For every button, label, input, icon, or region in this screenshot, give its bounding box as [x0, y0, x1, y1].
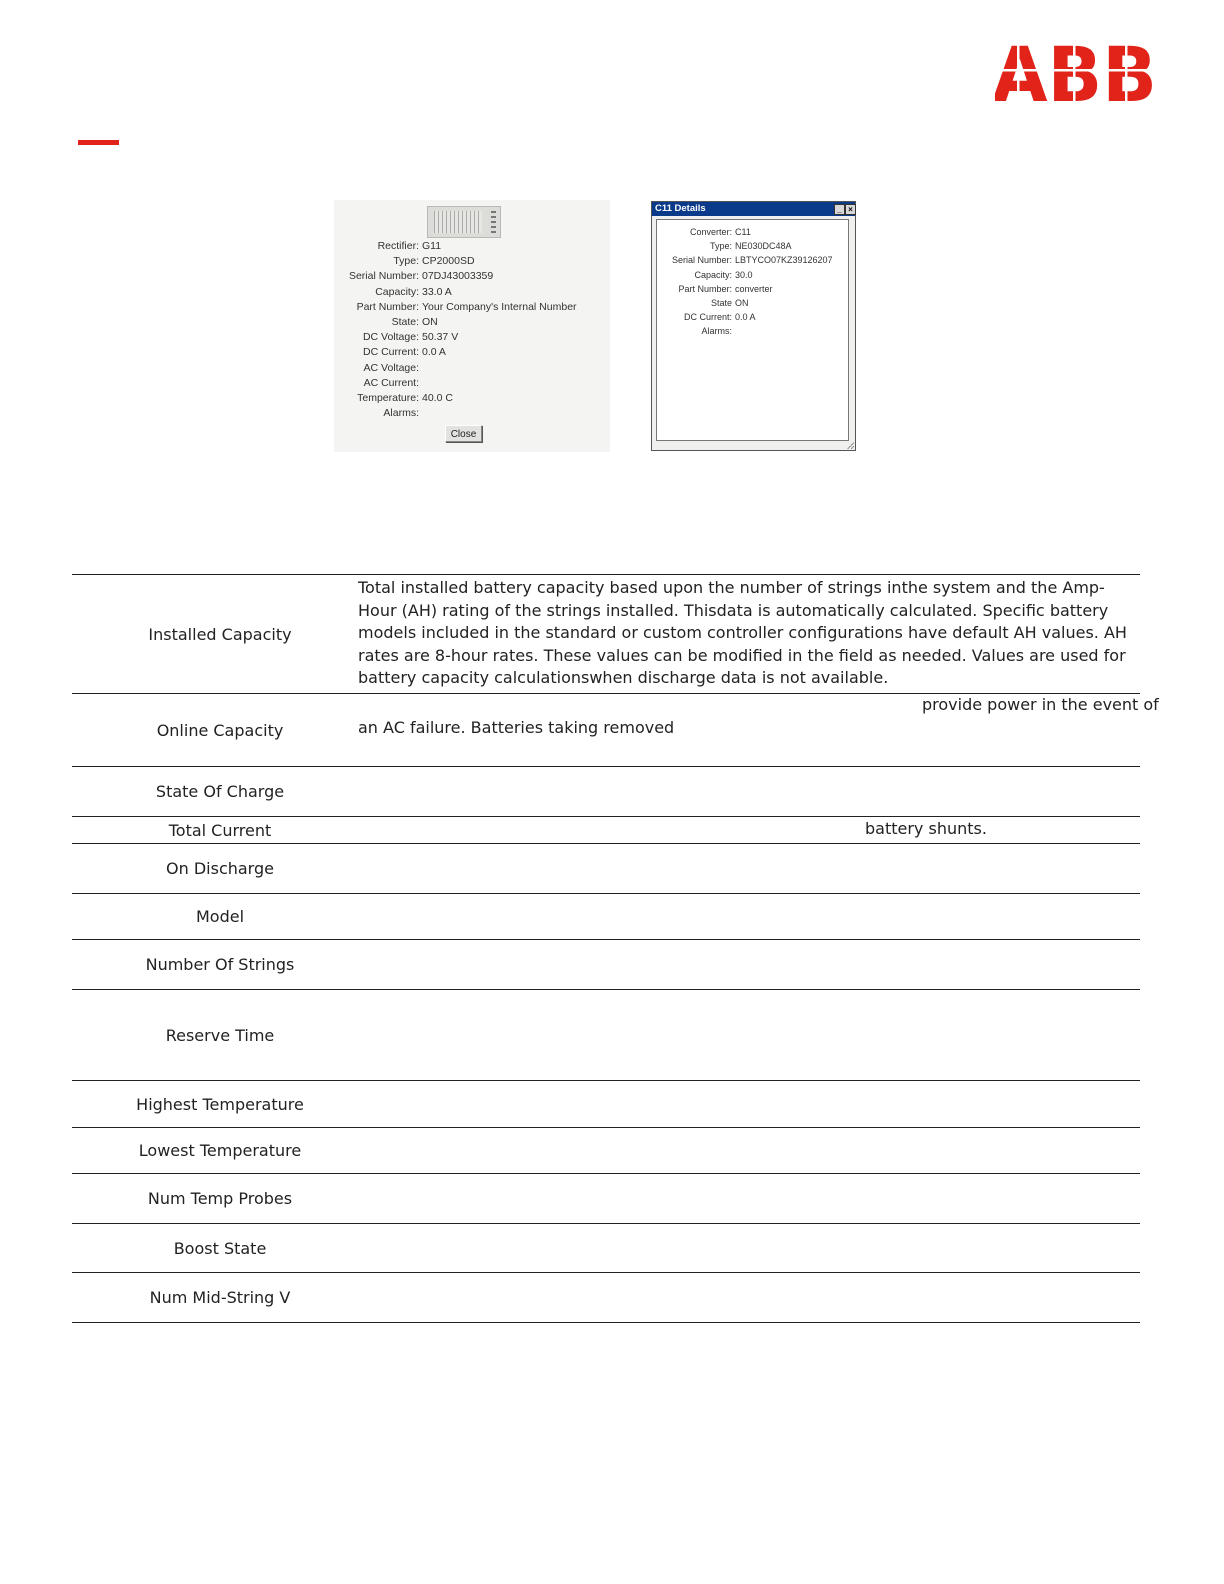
converter-row: Part Number: converter	[678, 283, 773, 294]
table-row	[72, 767, 1140, 817]
rectifier-details-list	[334, 239, 610, 421]
table-row	[72, 694, 1159, 767]
rectifier-row: DC Voltage: 50.37 V	[362, 331, 459, 344]
row-description	[358, 575, 1140, 693]
row-label: On Discharge	[166, 859, 274, 878]
converter-details-list	[657, 225, 847, 339]
row-description	[358, 817, 1140, 843]
rectifier-row: Capacity: 33.0 A	[375, 285, 452, 298]
converter-row: State ON	[710, 297, 749, 308]
close-icon[interactable]: ×	[845, 204, 856, 215]
converter-row: Serial Number: LBTYCO07KZ39126207	[671, 255, 833, 266]
row-label: Highest Temperature	[136, 1094, 304, 1114]
rectifier-row: DC Current: 0.0 A	[362, 346, 446, 359]
installed-capacity-description: Total installed battery capacity based upon the number of strings inthe system and the Amp-Hour (AH) rating of the strings installed. Thisdata is automatically calculated. Specific battery models included in the standard or custom controller configurations have default AH values. AH rates are 8-hour rates. These values can be modified in the field as needed. Values are used for battery capacity calculationswhen discharge data is not available.	[358, 578, 1127, 688]
table-row	[72, 1224, 1140, 1273]
abb-logo	[995, 40, 1155, 102]
accent-bar	[78, 140, 119, 145]
row-label: Reserve Time	[165, 1025, 275, 1045]
window-title: C11 Details	[655, 203, 706, 214]
row-label: Model	[195, 907, 245, 926]
table-row	[72, 1081, 1140, 1128]
converter-row: Alarms:	[701, 326, 732, 337]
row-label: Total Current	[168, 820, 272, 840]
table-row	[72, 574, 1140, 694]
rectifier-row: AC Voltage:	[363, 361, 419, 374]
rectifier-row: AC Current:	[363, 376, 419, 389]
resize-grip-icon[interactable]	[847, 442, 854, 449]
rectifier-row: Temperature: 40.0 C	[357, 391, 453, 404]
row-label: Installed Capacity	[148, 624, 292, 644]
row-label: Lowest Temperature	[138, 1141, 302, 1160]
table-row	[72, 894, 1140, 940]
table-row	[72, 990, 1140, 1081]
row-label: Number Of Strings	[145, 955, 295, 974]
converter-details-body	[656, 219, 849, 441]
rectifier-module-image	[427, 206, 501, 238]
table-row	[72, 1128, 1140, 1174]
row-label: Online Capacity	[156, 720, 284, 740]
table-row	[72, 817, 1140, 844]
description-fragment: an AC failure. Batteries taking removed	[358, 718, 675, 737]
table-row	[72, 1174, 1140, 1224]
row-description	[358, 694, 1159, 766]
close-button[interactable]: Close	[445, 425, 482, 442]
table-row	[72, 940, 1140, 990]
converter-row: Type: NE030DC48A	[709, 241, 792, 252]
rectifier-row: Rectifier: G11	[377, 240, 442, 252]
rectifier-row: Part Number: Your Company's Internal Number	[356, 300, 577, 313]
row-label: State Of Charge	[155, 782, 285, 801]
window-titlebar[interactable]	[652, 202, 855, 216]
row-label: Num Mid-String V	[149, 1288, 291, 1307]
row-label: Boost State	[173, 1238, 267, 1258]
rectifier-row: State: ON	[391, 315, 438, 328]
converter-row: Converter: C11	[689, 227, 751, 237]
rectifier-row: Alarms:	[383, 407, 419, 420]
description-fragment: battery shunts.	[865, 819, 987, 838]
rectifier-details-panel	[334, 200, 610, 452]
converter-row: DC Current: 0.0 A	[683, 312, 756, 323]
minimize-icon[interactable]: _	[834, 204, 845, 215]
table-row	[72, 1273, 1140, 1323]
description-fragment: provide power in the event of	[922, 695, 1159, 714]
table-row	[72, 844, 1140, 894]
converter-row: Capacity: 30.0	[694, 269, 753, 280]
battery-definitions-table	[72, 574, 1159, 1323]
row-label: Num Temp Probes	[147, 1189, 293, 1208]
rectifier-row: Serial Number: 07DJ43003359	[348, 270, 494, 283]
converter-details-window	[651, 201, 856, 451]
rectifier-row: Type: CP2000SD	[393, 255, 475, 268]
